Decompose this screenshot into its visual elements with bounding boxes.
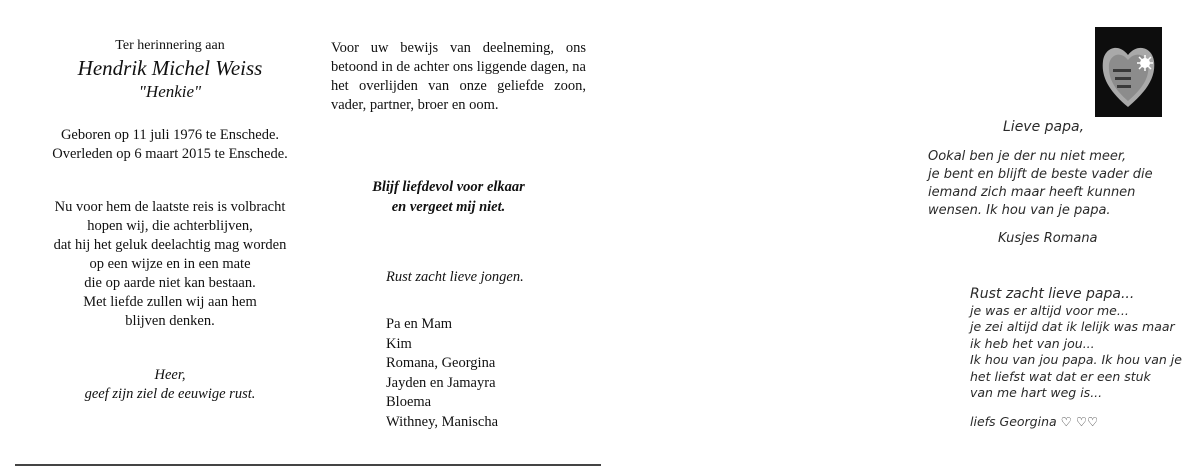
thanks-paragraph: Voor uw bewijs van deelneming, ons betoond in de achter ons liggende dagen, na het overlijden van onze geliefde zoon, vader, partner, broer en oom.	[331, 40, 586, 113]
note-line: het liefst wat dat er een stuk	[970, 368, 1151, 384]
family-member: Pa en Mam	[386, 316, 453, 332]
prayer-line: Heer,	[154, 367, 186, 383]
died-line: Overleden op 6 maart 2015 te Enschede.	[52, 146, 288, 162]
prayer	[20, 366, 320, 404]
note-line: Rust zacht lieve papa...	[970, 286, 1135, 302]
family-member: Kim	[386, 335, 412, 352]
heart-photo-icon	[1095, 27, 1162, 117]
handwritten-note-romana	[928, 118, 1198, 248]
motto-line: en vergeet mij niet.	[391, 199, 506, 215]
motto-line: Blijf liefdevol voor elkaar	[372, 179, 525, 195]
born-line: Geboren op 11 juli 1976 te Enschede.	[60, 127, 280, 143]
handwritten-note-georgina	[970, 286, 1190, 430]
note-line: ik heb het van jou...	[970, 335, 1095, 351]
poem-line: hopen wij, die achterblijven,	[87, 218, 253, 234]
poem-line: dat hij het geluk deelachtig mag worden	[53, 237, 287, 253]
poem	[20, 198, 320, 331]
note-line: Ik hou van jou papa. Ik hou van je	[970, 352, 1182, 367]
poem-line: blijven denken.	[125, 313, 215, 329]
note-signature: liefs Georgina ♡ ♡♡	[970, 413, 1099, 429]
farewell-line: Rust zacht lieve jongen.	[386, 269, 524, 285]
note-line: je was er altijd voor me...	[970, 302, 1129, 318]
note-signature: Kusjes Romana	[998, 231, 1098, 246]
bottom-divider	[15, 464, 601, 466]
motto	[331, 177, 566, 217]
poem-line: die op aarde niet kan bestaan.	[84, 275, 256, 291]
family-member: Romana, Georgina	[386, 355, 496, 371]
memorial-text-left	[20, 36, 320, 404]
family-member: Bloema	[386, 394, 432, 410]
note-line: je bent en blijft de beste vader die	[928, 167, 1153, 182]
poem-line: Nu voor hem de laatste reis is volbracht	[54, 199, 286, 215]
poem-line: op een wijze en in een mate	[89, 256, 251, 272]
prayer-line: geef zijn ziel de eeuwige rust.	[84, 386, 256, 402]
family-list	[386, 315, 498, 432]
intro-line: Ter herinnering aan	[115, 38, 225, 53]
note-line: van me hart weg is...	[970, 385, 1103, 400]
note-line: je zei altijd dat ik lelijk was maar	[970, 319, 1175, 334]
note-line: Ookal ben je der nu niet meer,	[928, 149, 1127, 164]
family-member: Jayden en Jamayra	[386, 374, 496, 391]
poem-line: Met liefde zullen wij aan hem	[83, 294, 257, 310]
note-line: Lieve papa,	[1003, 119, 1085, 135]
deceased-nickname: "Henkie"	[138, 82, 202, 101]
family-member: Withney, Manischa	[386, 413, 499, 430]
deceased-name: Hendrik Michel Weiss	[77, 56, 263, 80]
note-line: wensen. Ik hou van je papa.	[928, 203, 1111, 218]
note-line: iemand zich maar heeft kunnen	[928, 185, 1136, 200]
